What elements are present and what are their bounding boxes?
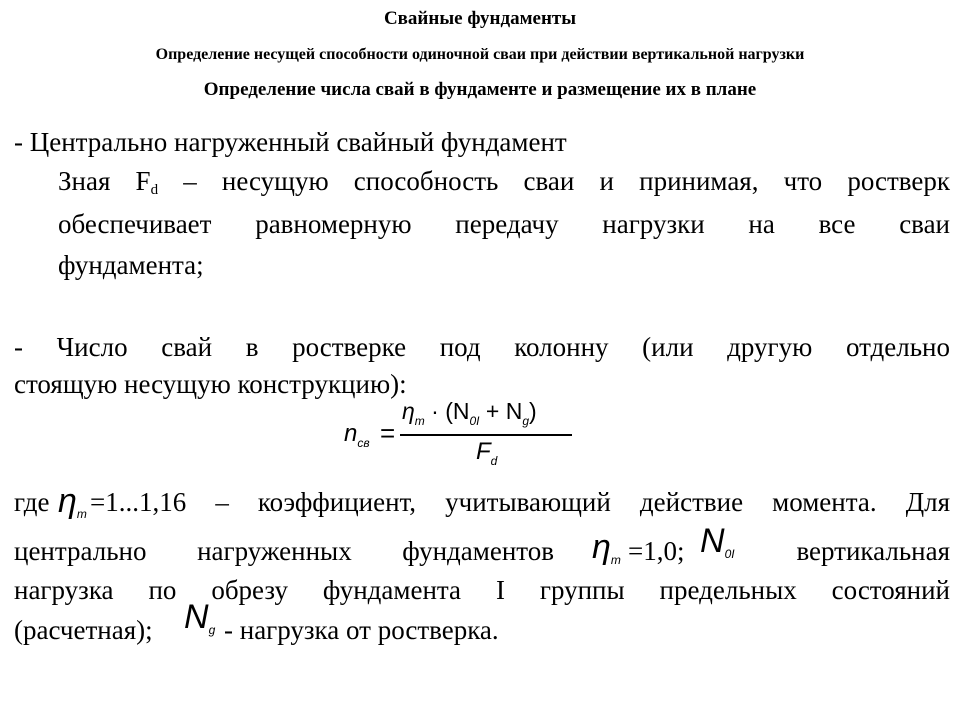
where-label: где: [14, 487, 50, 517]
pile-count-formula: [336, 398, 576, 478]
eta-m-symbol-2: ηm: [592, 528, 621, 567]
formula-denominator: $F_d$: [476, 438, 498, 468]
formula-equals: =: [380, 418, 396, 448]
eta-coefficient-text: =1...1,16 – коэффициент, учитывающий действие момента. Для: [90, 487, 950, 517]
p1-text-a: Зная F: [58, 166, 151, 196]
load-line: нагрузка по обрезу фундамента I группы предельных состояний: [14, 575, 950, 605]
p1-text-b: – несущую способность сваи и принимая, что ростверк: [158, 166, 950, 196]
paragraph-1-line-1: [58, 165, 950, 206]
bullet-pile-count-line-2: стоящую несущую конструкцию):: [14, 369, 407, 399]
central-foundations-text: центрально нагруженных фундаментов: [14, 536, 554, 566]
eta-m-symbol-1: ηm: [58, 482, 87, 521]
grillage-load-text: - нагрузка от ростверка.: [224, 615, 499, 645]
n0i-symbol: N0I: [700, 522, 735, 561]
vertical-text: вертикальная: [796, 536, 950, 566]
bullet-central-foundation: - Центрально нагруженный свайный фундамент: [14, 127, 567, 157]
section-heading: Определение числа свай в фундаменте и размещение их в плане: [203, 79, 757, 100]
formula-lhs: $n_{св}$: [344, 420, 370, 450]
eta-value-text: =1,0;: [628, 536, 685, 566]
ng-symbol: Ng: [184, 598, 216, 637]
calculated-label: (расчетная);: [14, 615, 153, 645]
slide-title: Свайные фундаменты: [383, 8, 577, 29]
bullet-pile-count-line-1: - Число свай в ростверке под колонну (или другую отдельно: [14, 332, 950, 362]
paragraph-1-line-3: фундамента;: [58, 250, 204, 280]
paragraph-1-line-2: обеспечивает равномерную передачу нагрузки на все сваи: [58, 209, 950, 239]
fraction-bar: [400, 434, 572, 436]
formula-numerator: $\eta_m \cdot (N_{0I} + N_g)$: [402, 398, 537, 428]
slide-subtitle: Определение несущей способности одиночной сваи при действии вертикальной нагрузки: [155, 46, 805, 63]
p1-subscript-d: d: [150, 182, 159, 198]
